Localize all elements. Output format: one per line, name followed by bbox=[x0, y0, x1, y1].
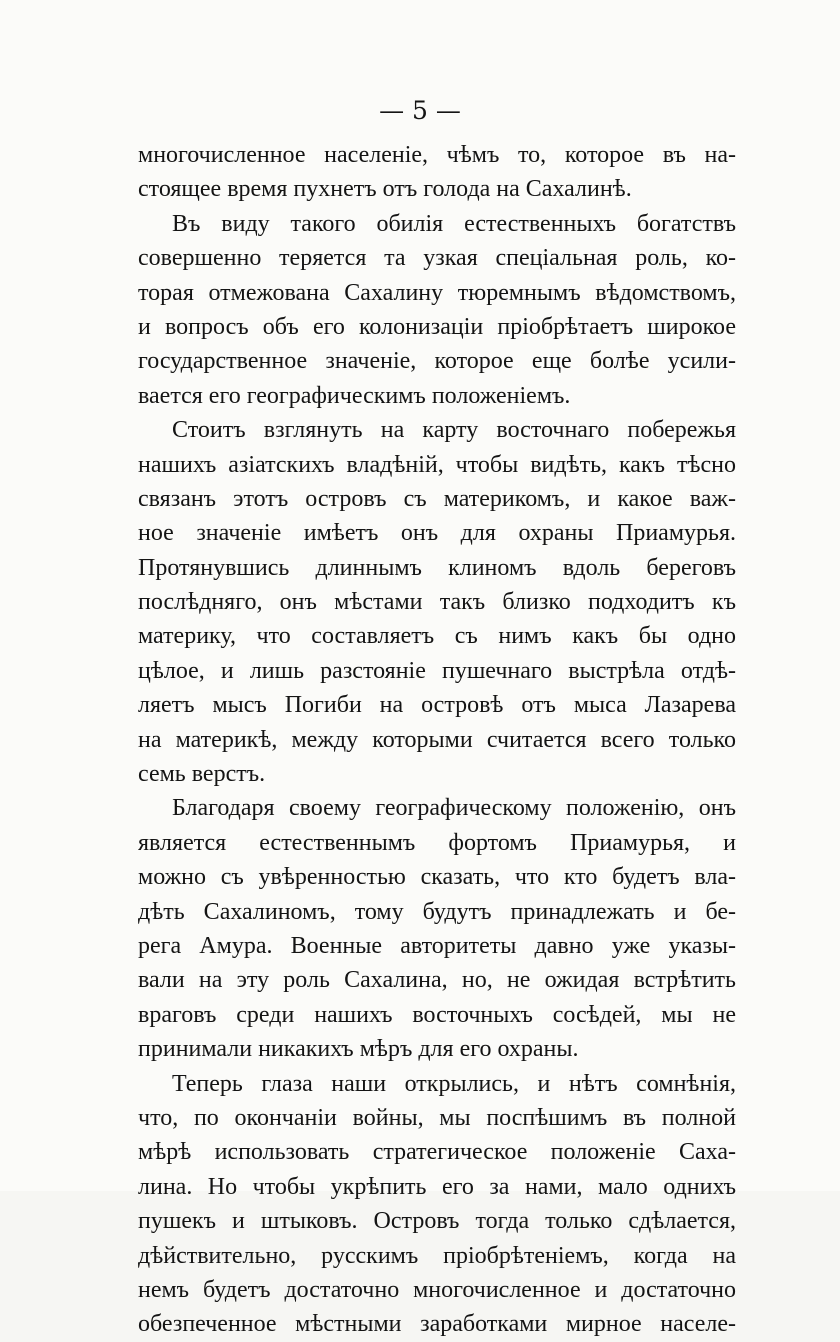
text-line: можно съ увѣренностью сказать, что кто будетъ вла- bbox=[138, 864, 736, 891]
text-line: немъ будетъ достаточно многочисленное и достаточно bbox=[138, 1276, 736, 1303]
text-line: послѣдняго, онъ мѣстами такъ близко подходитъ къ bbox=[138, 589, 736, 616]
text-line: лина. Но чтобы укрѣпить его за нами, мало однихъ bbox=[138, 1173, 736, 1200]
text-line: мѣрѣ использовать стратегическое положеніе Саха- bbox=[138, 1139, 736, 1166]
text-line: рега Амура. Военные авторитеты давно уже указы- bbox=[138, 932, 736, 959]
text-line: что, по окончаніи войны, мы поспѣшимъ въ полной bbox=[138, 1104, 736, 1131]
text-line: и вопросъ объ его колонизаціи пріобрѣтаетъ широкое bbox=[138, 313, 736, 340]
text-line: нашихъ азіатскихъ владѣній, чтобы видѣть, какъ тѣсно bbox=[138, 451, 736, 478]
text-line: принимали никакихъ мѣръ для его охраны. bbox=[138, 1036, 579, 1063]
text-line: цѣлое, и лишь разстояніе пушечнаго выстрѣла отдѣ- bbox=[138, 657, 736, 684]
text-line: вали на эту роль Сахалина, но, не ожидая встрѣтить bbox=[138, 967, 736, 994]
text-line: вается его географическимъ положеніемъ. bbox=[138, 382, 571, 409]
text-line: торая отмежована Сахалину тюремнымъ вѣдомствомъ, bbox=[138, 279, 736, 306]
text-line: является естественнымъ фортомъ Приамурья, и bbox=[138, 829, 736, 856]
text-line: обезпеченное мѣстными заработками мирное населе- bbox=[138, 1311, 736, 1338]
text-line: ное значеніе имѣетъ онъ для охраны Приамурья. bbox=[138, 520, 736, 547]
text-line: дѣть Сахалиномъ, тому будутъ принадлежать и бе- bbox=[138, 898, 736, 925]
text-line: многочисленное населеніе, чѣмъ то, которое въ на- bbox=[138, 142, 736, 168]
text-line: совершенно теряется та узкая спеціальная роль, ко- bbox=[138, 245, 736, 272]
body-text bbox=[138, 138, 736, 1342]
text-line: дѣйствительно, русскимъ пріобрѣтеніемъ, когда на bbox=[138, 1242, 736, 1269]
text-line: Протянувшись длиннымъ клиномъ вдоль береговъ bbox=[138, 554, 736, 581]
text-line: Стоитъ взглянуть на карту восточнаго побережья bbox=[172, 417, 736, 444]
text-line: на материкѣ, между которыми считается всего только bbox=[138, 726, 736, 753]
page-number: — 5 — bbox=[379, 96, 461, 125]
text-line: Теперь глаза наши открылись, и нѣтъ сомнѣнія, bbox=[172, 1070, 736, 1097]
text-line: ляетъ мысъ Погиби на островѣ отъ мыса Лазарева bbox=[138, 692, 736, 719]
text-line: стоящее время пухнетъ отъ голода на Сахалинѣ. bbox=[138, 176, 632, 203]
text-line: пушекъ и штыковъ. Островъ тогда только сдѣлается, bbox=[138, 1208, 736, 1235]
text-line: связанъ этотъ островъ съ материкомъ, и какое важ- bbox=[138, 485, 736, 512]
text-line: материку, что составляетъ съ нимъ какъ бы одно bbox=[138, 623, 736, 650]
text-line: семь верстъ. bbox=[138, 761, 266, 788]
text-line: государственное значеніе, которое еще болѣе усили- bbox=[138, 348, 736, 375]
text-line: враговъ среди нашихъ восточныхъ сосѣдей, мы не bbox=[138, 1001, 736, 1028]
text-line: Благодаря своему географическому положенію, онъ bbox=[172, 795, 736, 822]
text-line: Въ виду такого обилія естественныхъ богатствъ bbox=[172, 210, 736, 237]
